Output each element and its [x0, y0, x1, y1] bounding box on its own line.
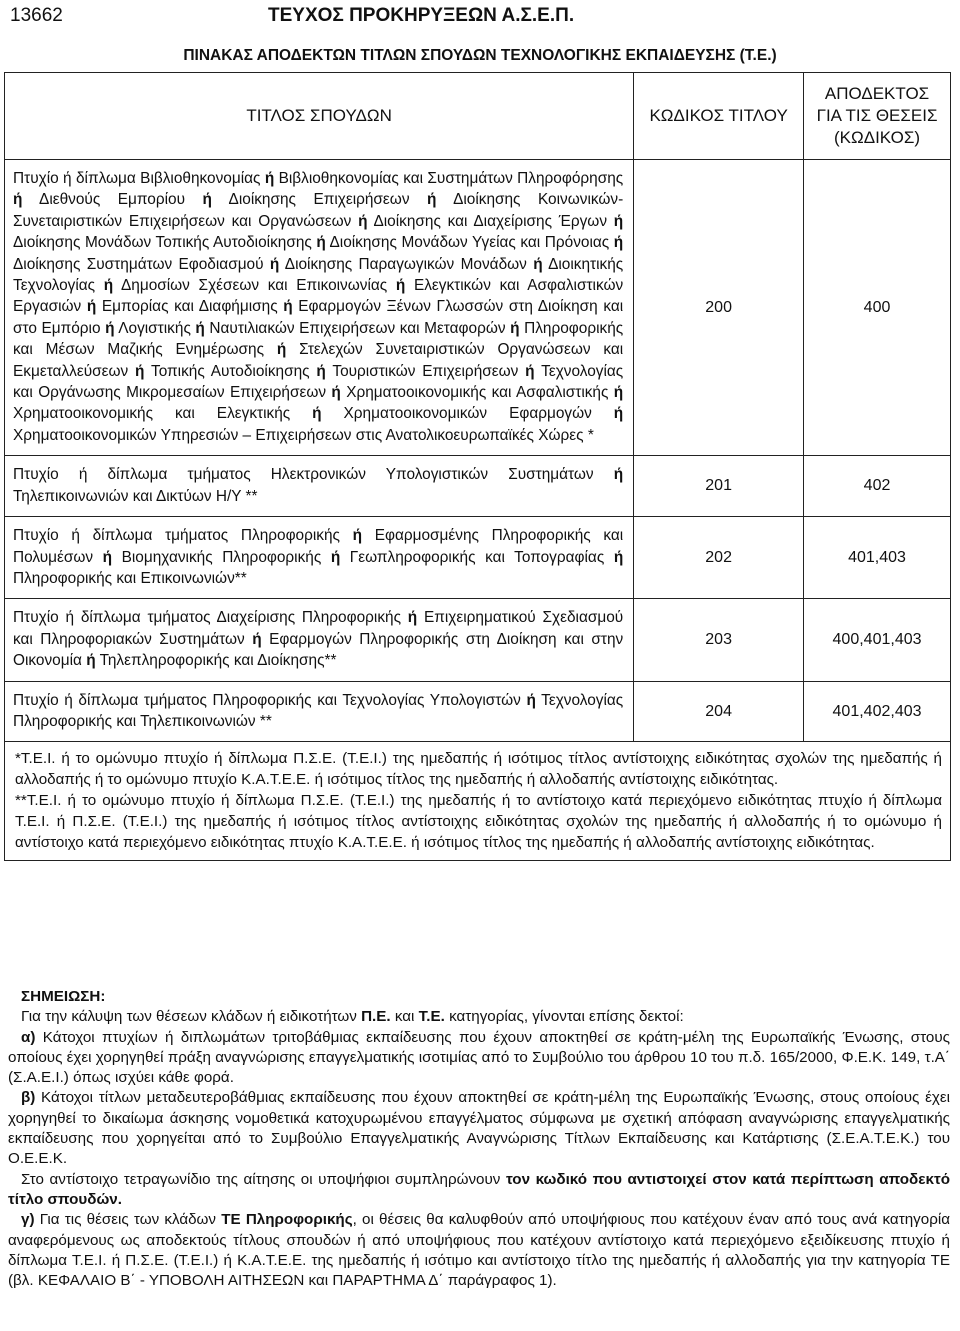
table-row: [5, 160, 951, 456]
note-paragraph-c: γ) Για τις θέσεις των κλάδων ΤΕ Πληροφορικής, οι θέσεις θα καλυφθούν από υποψήφιους που κατέχουν έναν από τους ανά κατηγορία αναφερόμενους ως αποδεκτούς τίτλους σπουδών ή από υποψήφιους που κατέχουν αντίστοιχο κατά περιεχόμενο εξειδίκευσης πτυχίο ή δίπλωμα Τ.Ε.Ι. ή Π.Σ.Ε. (Τ.Ε.Ι.) ή Κ.Α.Τ.Ε.Ε. της ημεδαπής ή ισότιμο και αντίστοιχο τίτλο της ημεδαπής ή αλλοδαπής για την κατηγορία ΤΕ (βλ. ΚΕΦΑΛΑΙΟ Β΄ - ΥΠΟΒΟΛΗ ΑΙΤΗΣΕΩΝ και ΠΑΡΑΡΤΗΜΑ Δ΄ παράγραφος 1).: [8, 1211, 950, 1290]
accepted-positions: 402: [804, 456, 951, 517]
column-header-title: ΤΙΤΛΟΣ ΣΠΟΥΔΩΝ: [5, 73, 634, 160]
table-row: [5, 681, 951, 742]
title-code: 201: [634, 456, 804, 517]
footnote-single-star: *Τ.Ε.Ι. ή το ομώνυμο πτυχίο ή δίπλωμα Π.Σ.Ε. (Τ.Ε.Ι.) της ημεδαπής ή ισότιμος τίτλος αντίστοιχης ειδικότητας σχολών της ημεδαπής ή αλλοδαπής ή το ομώνυμο πτυχίο Κ.Α.Τ.Ε.Ε. ή ισότιμος τίτλος της ημεδαπής ή αλλοδαπής αντίστοιχης ειδικότητας.: [15, 750, 942, 789]
positions-header-line: ΑΠΟΔΕΚΤΟΣ: [824, 84, 930, 103]
note-paragraph-b: β) Κάτοχοι τίτλων μεταδευτεροβάθμιας εκπαίδευσης που έχουν αποκτηθεί σε κράτη-μέλη της Ευρωπαϊκής Ένωσης, στους οποίους έχει χορηγηθεί το δικαίωμα άσκησης νομοθετικά κατοχυρωμένου επαγγέλματος σύμφωνα με σχετική απόφαση αναγνώρισης επαγγελματικής εκπαίδευσης που χορηγείται από το Συμβούλιο Επαγγελματικής Αναγνώρισης Τίτλων Εκπαίδευσης και Κατάρτισης (Σ.Ε.Α.Τ.Ε.Κ.) του Ο.Ε.Ε.Κ.: [8, 1089, 950, 1168]
issue-title: ΤΕΥΧΟΣ ΠΡΟΚΗΡΥΞΕΩΝ Α.Σ.Ε.Π.: [268, 5, 575, 26]
note-paragraph-a: α) Κάτοχοι πτυχίων ή διπλωμάτων τριτοβάθμιας εκπαίδευσης που έχουν αποκτηθεί σε κράτη-μέλη της Ευρωπαϊκής Ένωσης, στους οποίους έχει χορηγηθεί πράξη αναγνώρισης επαγγελματικής ισοτιμίας από το Συμβούλιο του άρθρου 10 του π.δ. 165/2000, Φ.Ε.Κ. 149, τ.Α΄ (Σ.Α.Ε.Ι.) όπως ισχύει κάθε φορά.: [8, 1028, 950, 1087]
footnote-double-star: **Τ.Ε.Ι. ή το ομώνυμο πτυχίο ή δίπλωμα Π.Σ.Ε. (Τ.Ε.Ι.) της ημεδαπής ή το αντίστοιχο κατά περιεχόμενο ειδικότητας πτυχίο ή δίπλωμα Τ.Ε.Ι. ή Π.Σ.Ε. (Τ.Ε.Ι.) της ημεδαπής ή ισότιμος τίτλος αντίστοιχης ειδικότητας σχολών της ημεδαπής ή αλλοδαπής ή το ομώνυμο ή αντίστοιχο κατά περιεχόμενο ειδικότητας πτυχίο Κ.Α.Τ.Ε.Ε. ή ισότιμος τίτλος της ημεδαπής ή αλλοδαπής αντίστοιχης ειδικότητας.: [15, 792, 942, 852]
accepted-positions: 401,402,403: [804, 681, 951, 742]
footnotes-cell: [5, 742, 951, 861]
page-header: [10, 4, 950, 28]
positions-header-line: (ΚΩΔΙΚΟΣ): [834, 128, 921, 147]
title-code: 204: [634, 681, 804, 742]
degree-title: Πτυχίο ή δίπλωμα Βιβλιοθηκονομίας ή Βιβλιοθηκονομίας και Συστημάτων Πληροφόρησης ή Διεθνούς Εμπορίου ή Διοίκησης Επιχειρήσεων ή Διοίκησης Κοινωνικών- Συνεταιριστικών Επιχειρήσεων και Οργανώσεων ή Διοίκησης και Διαχείρισης Έργων ή Διοίκησης Μονάδων Τοπικής Αυτοδιοίκησης ή Διοίκησης Μονάδων Υγείας και Πρόνοιας ή Διοίκησης Συστημάτων Εφοδιασμού ή Διοίκησης Παραγωγικών Μονάδων ή Διοικητικής Τεχνολογίας ή Δημοσίων Σχέσεων και Επικοινωνίας ή Ελεγκτικών και Ασφαλιστικών Εργασιών ή Εμπορίας και Διαφήμισης ή Εφαρμογών Ξένων Γλωσσών στη Διοίκηση και στο Εμπόριο ή Λογιστικής ή Ναυτιλιακών Επιχειρήσεων και Μεταφορών ή Πληροφορικής και Μέσων Μαζικής Ενημέρωσης ή Στελεχών Συνεταιριστικών Οργανώσεων και Εκμεταλλεύσεων ή Τοπικής Αυτοδιοίκησης ή Τουριστικών Επιχειρήσεων ή Τεχνολογίας και Οργάνωσης Μικρομεσαίων Επιχειρήσεων ή Χρηματοοικονομικής και Ασφαλιστικής ή Χρηματοοικονομικής και Ελεγκτικής ή Χρηματοοικονομικών Εφαρμογών ή Χρηματοοικονομικών Υπηρεσιών – Επιχειρήσεων στις Ανατολικοευρωπαϊκές Χώρες *: [5, 160, 634, 456]
accepted-positions: 401,403: [804, 517, 951, 599]
notes-section: [8, 987, 950, 1291]
notes-intro: Για την κάλυψη των θέσεων κλάδων ή ειδικοτήτων Π.Ε. και Τ.Ε. κατηγορίας, γίνονται επίσης δεκτοί:: [21, 1008, 684, 1026]
degree-title: Πτυχίο ή δίπλωμα τμήματος Ηλεκτρονικών Υπολογιστικών Συστημάτων ή Τηλεπικοινωνιών και Δικτύων Η/Υ **: [5, 456, 634, 517]
accepted-positions: 400,401,403: [804, 599, 951, 681]
accepted-positions: 400: [804, 160, 951, 456]
table-row: [5, 599, 951, 681]
degrees-table: [4, 72, 951, 861]
title-code: 203: [634, 599, 804, 681]
column-header-code: ΚΩΔΙΚΟΣ ΤΙΤΛΟΥ: [634, 73, 804, 160]
degree-title: Πτυχίο ή δίπλωμα τμήματος Πληροφορικής και Τεχνολογίας Υπολογιστών ή Τεχνολογίας Πληροφορικής και Τηλεπικοινωνιών **: [5, 681, 634, 742]
degree-title: Πτυχίο ή δίπλωμα τμήματος Πληροφορικής ή Εφαρμοσμένης Πληροφορικής και Πολυμέσων ή Βιομηχανικής Πληροφορικής ή Γεωπληροφορικής και Τοπογραφίας ή Πληροφορικής και Επικοινωνιών**: [5, 517, 634, 599]
title-code: 200: [634, 160, 804, 456]
page-number: 13662: [10, 5, 63, 26]
table-header-row: [5, 73, 951, 160]
notes-heading: ΣΗΜΕΙΩΣΗ:: [21, 988, 106, 1005]
table-row: [5, 517, 951, 599]
positions-header-line: ΓΙΑ ΤΙΣ ΘΕΣΕΙΣ: [816, 106, 938, 125]
table-row: [5, 456, 951, 517]
footnotes-row: [5, 742, 951, 861]
note-paragraph-code-instruction: Στο αντίστοιχο τετραγωνίδιο της αίτησης οι υποψήφιοι συμπληρώνουν τον κωδικό που αντιστοιχεί στον κατά περίπτωση αποδεκτό τίτλο σπουδών.: [8, 1170, 951, 1208]
column-header-positions: [804, 73, 951, 160]
title-code: 202: [634, 517, 804, 599]
degree-title: Πτυχίο ή δίπλωμα τμήματος Διαχείρισης Πληροφορικής ή Επιχειρηματικού Σχεδιασμού και Πληροφοριακών Συστημάτων ή Εφαρμογών Πληροφορικής στη Διοίκηση και στην Οικονομία ή Τηλεπληροφορικής και Διοίκησης**: [5, 599, 634, 681]
table-title: ΠΙΝΑΚΑΣ ΑΠΟΔΕΚΤΩΝ ΤΙΤΛΩΝ ΣΠΟΥΔΩΝ ΤΕΧΝΟΛΟΓΙΚΗΣ ΕΚΠΑΙΔΕΥΣΗΣ (Τ.Ε.): [183, 47, 777, 64]
